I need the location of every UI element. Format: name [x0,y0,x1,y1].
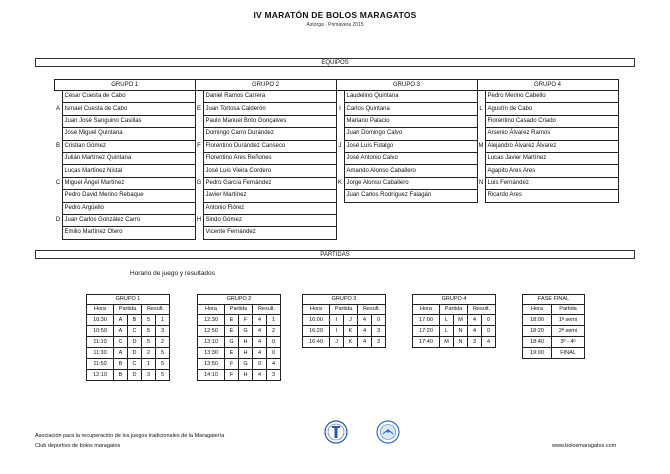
match-score: 1 [156,315,170,326]
match-team: B [114,359,128,370]
match-team: G [239,326,253,337]
match-time: 16:00 [303,315,330,326]
schedule-col-header: Hora [523,305,552,315]
match-score: 0 [253,359,267,370]
schedule-col-header: Partida [330,305,358,315]
player-name: Florentino Durández Canseco [203,140,336,152]
player-name: Pedro García Fernández [203,177,336,189]
match-score: 5 [156,370,170,381]
match-score: 2 [267,326,281,337]
match-time: 17:20 [413,326,440,337]
team-letter [195,190,203,202]
match-team: N [454,337,468,348]
schedule-row [87,370,170,381]
schedule-col-header: Partida [552,305,585,315]
match-time: 13:50 [198,359,225,370]
schedule-row [198,359,281,370]
team-letter [55,128,63,140]
schedule-final-title: FASE FINAL [523,295,585,305]
player-name: Juan Tortosa Calderón [203,103,336,115]
team-letter [195,227,203,239]
schedule-group-title: GRUPO 2 [198,295,281,305]
schedule-row [87,337,170,348]
section-matches: PARTIDAS [35,250,635,259]
team-letter [477,115,485,127]
player-name: Juan José Sanguino Casillas [62,115,195,127]
team-row [55,128,619,140]
match-score: 4 [358,326,372,337]
team-row [55,140,619,152]
group-title-1: GRUPO 1 [55,80,196,91]
empty-cell [477,214,485,226]
match-time: 14:10 [198,370,225,381]
player-name: Arsenio Álvarez Ramos [485,128,618,140]
schedule-row [523,348,585,359]
player-name: Sindo Gómez [203,214,336,226]
schedule-col-header: Hora [413,305,440,315]
match-score: 3 [267,370,281,381]
schedule-row [87,348,170,359]
match-score: 0 [372,315,386,326]
match-time: 18:40 [523,337,552,348]
team-letter [55,152,63,164]
player-name: Juan Carlos Rodríguez Falagán [344,190,477,202]
schedule-row [87,359,170,370]
schedule-row [303,337,386,348]
match-score: 3 [142,370,156,381]
match-score: 3 [372,326,386,337]
schedule-group-title: GRUPO 1 [87,295,170,305]
player-name: Alejandro Álvarez Álvarez [485,140,618,152]
team-letter: E [196,105,201,112]
schedule-row [198,337,281,348]
schedule-row [303,326,386,337]
team-row [55,152,619,164]
player-name: Ismael Cuesta de Cabo [62,103,195,115]
team-letter: H [196,217,202,224]
schedule-row [413,326,496,337]
player-name: Pedro David Merino Rebaque [62,190,195,202]
association-logo-icon [324,420,348,444]
schedule-group-title: GRUPO 4 [413,295,496,305]
player-name: Amando Alonso Caballero [344,165,477,177]
player-name: Daniel Ramos Carrera [203,91,336,103]
match-round: 2ª semi [552,326,585,337]
match-round: 3º - 4º [552,337,585,348]
schedule-final [522,294,585,359]
schedule-group-2 [197,294,281,381]
team-row [55,190,619,202]
schedule-row [523,315,585,326]
match-team: I [330,315,344,326]
player-name: Emilio Martínez Otero [62,227,195,239]
player-name: César Cuesta de Cabo [62,91,195,103]
team-row [55,202,619,214]
team-letter [336,152,344,164]
team-letter [55,190,63,202]
schedule-col-header: Hora [303,305,330,315]
team-letter [477,165,485,177]
match-score: 5 [142,337,156,348]
team-row [55,165,619,177]
empty-cell [344,227,477,239]
schedule-row [523,326,585,337]
match-team: F [239,315,253,326]
footer-club: Club deportivo de bolos maragatos [35,443,121,449]
match-time: 12:10 [87,370,114,381]
schedule-group-1 [86,294,170,381]
schedule-col-header: Result. [253,305,281,315]
player-name: Carlos Quintana [344,103,477,115]
match-round: 1ª semi [552,315,585,326]
team-letter [55,115,63,127]
group-title-4: GRUPO 4 [477,80,618,91]
match-team: E [225,326,239,337]
player-name: Paulo Manuel Brito Gonçalves [203,115,336,127]
player-name: Domingo Carro Durández [203,128,336,140]
footer-association: Asociación para la recuperación de los juegos tradicionales de la Maragatería [35,433,225,439]
empty-cell [336,227,344,239]
section-teams: EQUIPOS [35,58,635,67]
match-team: J [344,315,358,326]
match-score: 5 [142,315,156,326]
schedule-row [303,315,386,326]
match-score: 1 [267,315,281,326]
match-score: 4 [253,315,267,326]
match-time: 16:40 [303,337,330,348]
match-score: 4 [358,315,372,326]
team-letter: I [339,105,341,112]
match-score: 3 [372,337,386,348]
match-time: 13:30 [198,348,225,359]
match-score: 4 [468,326,482,337]
team-letter [477,152,485,164]
match-score: 3 [156,326,170,337]
empty-cell [344,202,477,214]
match-score: 4 [482,337,496,348]
empty-cell [485,227,618,239]
team-letter [55,91,63,103]
match-team: D [128,337,142,348]
match-team: D [128,370,142,381]
schedule-row [198,326,281,337]
match-time: 11:10 [87,337,114,348]
player-name: Agustín de Cabo [485,103,618,115]
match-score: 4 [253,326,267,337]
team-row [55,91,619,103]
match-score: 2 [142,348,156,359]
match-team: E [225,348,239,359]
player-name: Vicente Fernández [203,227,336,239]
match-score: 2 [156,337,170,348]
team-letter [195,152,203,164]
team-row [55,103,619,115]
team-letter: A [55,105,60,112]
team-letter: B [55,142,60,149]
group-title-2: GRUPO 2 [195,80,336,91]
match-score: 5 [156,359,170,370]
player-name: José Luis Fidalgo [344,140,477,152]
team-letter: J [338,142,342,149]
schedule-col-header: Hora [198,305,225,315]
team-letter: N [478,179,484,186]
player-name: Laudelino Quintana [344,91,477,103]
team-letter [336,128,344,140]
match-time: 19:00 [523,348,552,359]
player-name: Antonio Flórez [203,202,336,214]
player-name: Pedro Merino Cabello [485,91,618,103]
match-score: 5 [156,348,170,359]
match-score: 4 [468,315,482,326]
player-name: Lucas Martínez Nistal [62,165,195,177]
team-letter [195,115,203,127]
match-time: 12:50 [198,326,225,337]
player-name: Ricardo Ares [485,190,618,202]
match-time: 11:30 [87,348,114,359]
match-time: 10:30 [87,315,114,326]
team-letter: K [337,179,342,186]
player-name: Juan Domingo Calvo [344,128,477,140]
schedule-group-4 [412,294,496,348]
empty-cell [485,202,618,214]
match-team: L [440,326,454,337]
team-letter [336,91,344,103]
match-team: A [114,315,128,326]
empty-cell [485,214,618,226]
team-letter [195,91,203,103]
team-letter [477,190,485,202]
match-time: 12:30 [198,315,225,326]
match-time: 17:40 [413,337,440,348]
match-team: C [114,337,128,348]
team-row [55,115,619,127]
match-team: I [330,326,344,337]
match-team: N [454,326,468,337]
match-score: 0 [482,315,496,326]
team-letter: D [55,217,61,224]
schedule-col-header: Partida [114,305,142,315]
team-letter: F [197,142,201,149]
teams-table [54,79,619,240]
match-team: H [239,348,253,359]
match-score: 0 [267,337,281,348]
team-letter [55,227,63,239]
match-score: 4 [253,337,267,348]
team-row [55,227,619,239]
team-letter [336,115,344,127]
match-team: F [225,359,239,370]
match-score: 4 [253,348,267,359]
player-name: Florentino Ares Reñones [203,152,336,164]
match-score: 4 [267,359,281,370]
match-team: M [440,337,454,348]
schedule-row [198,348,281,359]
footer-website: www.bolosmaragatos.com [552,443,617,449]
player-name: Agapito Ares Ares [485,165,618,177]
match-time: 17:00 [413,315,440,326]
team-letter [195,128,203,140]
match-team: C [128,359,142,370]
match-team: M [454,315,468,326]
match-time: 10:50 [87,326,114,337]
empty-cell [477,202,485,214]
match-team: G [239,359,253,370]
match-score: 3 [468,337,482,348]
schedule-col-header: Partida [440,305,468,315]
match-time: 13:10 [198,337,225,348]
player-name: Jorge Alonso Caballero [344,177,477,189]
schedule-col-header: Result. [358,305,386,315]
schedule-row [413,315,496,326]
schedule-row [523,337,585,348]
player-name: Florentino Casado Criado [485,115,618,127]
player-name: Cristian Gómez [62,140,195,152]
schedule-row [198,315,281,326]
player-name: Juan Carlos González Carro [62,214,195,226]
player-name: Luis Fernández [485,177,618,189]
team-letter [195,165,203,177]
match-team: D [128,348,142,359]
player-name: Miguel Ángel Martínez [62,177,195,189]
schedule-label: Horario de juego y resultados [130,270,215,277]
team-letter [477,91,485,103]
empty-cell [477,227,485,239]
schedule-row [198,370,281,381]
match-team: B [128,315,142,326]
empty-cell [336,202,344,214]
match-score: 0 [267,348,281,359]
match-team: J [330,337,344,348]
match-team: B [114,370,128,381]
team-letter [336,165,344,177]
player-name: Julián Martínez Quintana [62,152,195,164]
match-round: FINAL [552,348,585,359]
team-letter [477,128,485,140]
match-team: A [114,326,128,337]
match-score: 1 [142,359,156,370]
match-score: 4 [253,370,267,381]
schedule-row [413,337,496,348]
match-team: A [114,348,128,359]
team-letter: L [479,105,483,112]
team-row [55,177,619,189]
page-title: IV MARATÓN DE BOLOS MARAGATOS [253,10,417,20]
player-name: Lucas Javier Martínez [485,152,618,164]
empty-cell [344,214,477,226]
club-logo-icon [376,420,400,444]
player-name: Pedro Argüello [62,202,195,214]
match-team: L [440,315,454,326]
schedule-col-header: Hora [87,305,114,315]
schedule-group-3 [302,294,386,348]
schedule-group-title: GRUPO 3 [303,295,386,305]
match-team: F [225,370,239,381]
match-score: 5 [142,326,156,337]
match-time: 18:20 [523,326,552,337]
team-letter [195,202,203,214]
player-name: Javier Martínez [203,190,336,202]
match-team: C [128,326,142,337]
match-team: H [239,370,253,381]
schedule-row [87,315,170,326]
schedule-col-header: Partida [225,305,253,315]
player-name: Mariano Palacio [344,115,477,127]
player-name: José Miguel Quintana [62,128,195,140]
schedule-row [87,326,170,337]
team-letter: G [196,179,202,186]
match-score: 0 [482,326,496,337]
team-letter [55,202,63,214]
match-team: K [344,326,358,337]
match-time: 11:50 [87,359,114,370]
match-time: 18:00 [523,315,552,326]
match-team: K [344,337,358,348]
empty-cell [336,214,344,226]
player-name: José Luis Vieira Cordero [203,165,336,177]
match-team: H [239,337,253,348]
player-name: José Antonio Calvo [344,152,477,164]
team-letter [336,190,344,202]
match-score: 4 [358,337,372,348]
team-letter: C [55,179,61,186]
team-letter [55,165,63,177]
group-title-3: GRUPO 3 [336,80,477,91]
match-team: E [225,315,239,326]
team-row [55,214,619,226]
team-letter: M [478,142,484,149]
schedule-col-header: Result. [468,305,496,315]
match-team: G [225,337,239,348]
match-time: 16:20 [303,326,330,337]
page-subtitle: Astorga · Primavera 2015 [306,22,364,28]
schedule-col-header: Result. [142,305,170,315]
